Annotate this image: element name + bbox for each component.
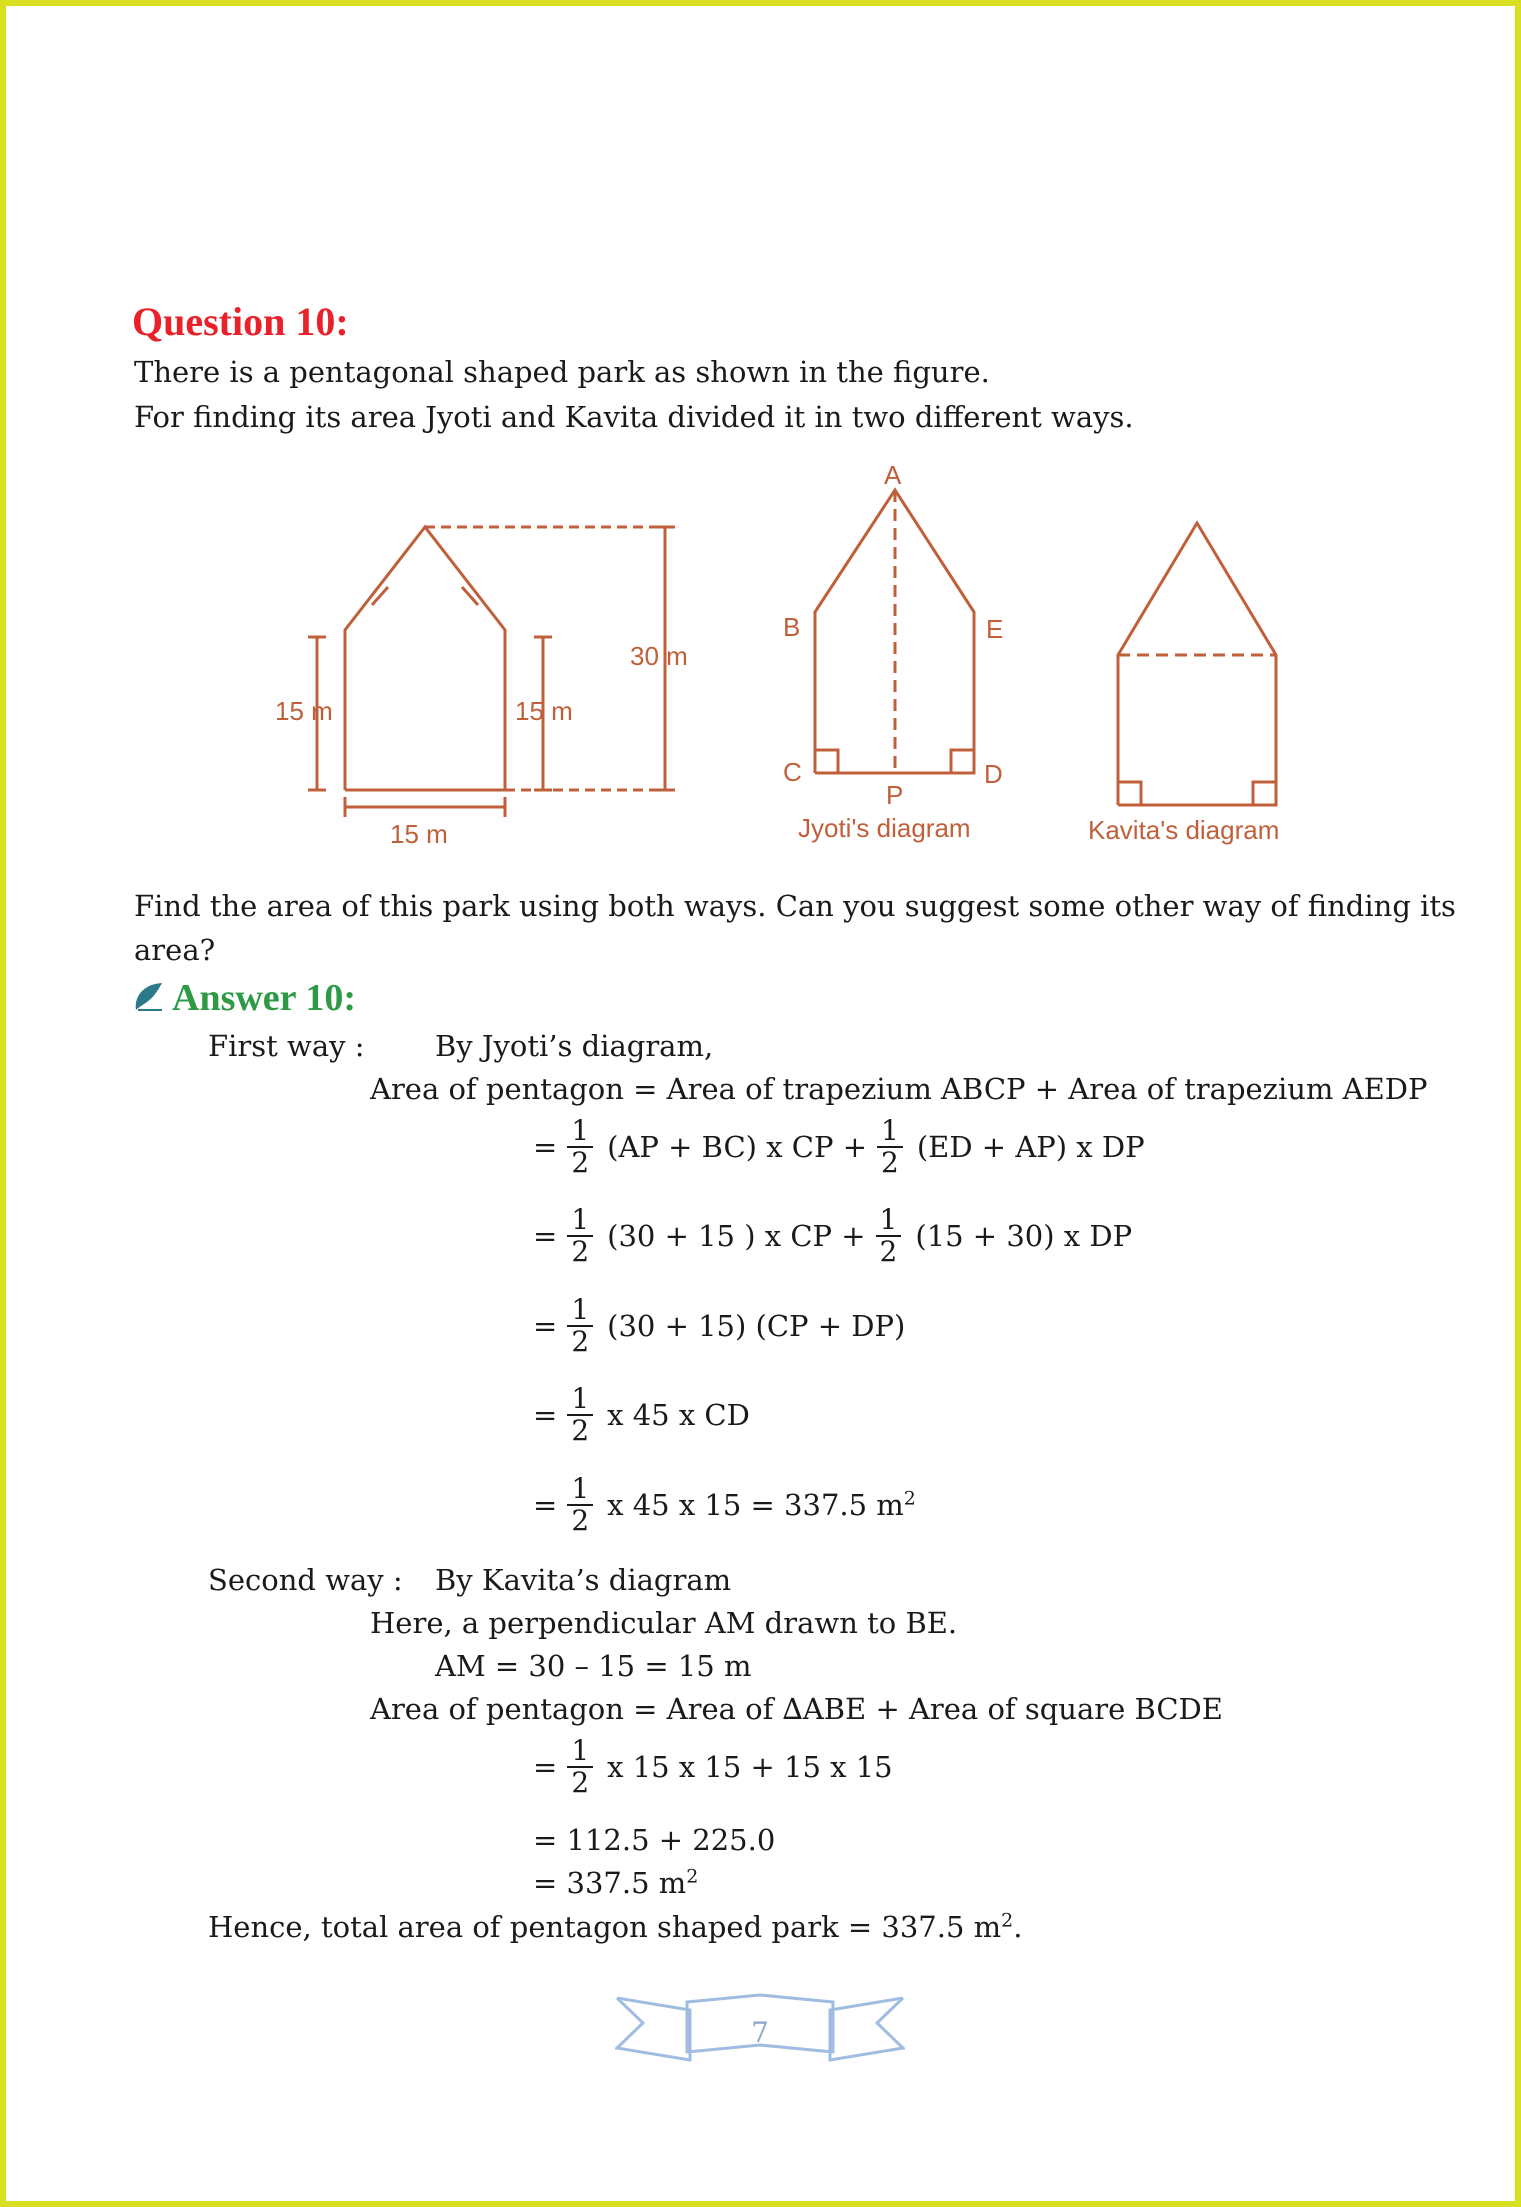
equals-sign: =: [533, 1488, 558, 1522]
perpendicular-line: Here, a perpendicular AM drawn to BE.: [370, 1606, 958, 1640]
fraction-half: $\frac{1}{2}$: [567, 1384, 593, 1446]
point-b-label: B: [783, 612, 801, 642]
second-way-label: Second way :: [208, 1563, 403, 1597]
answer-heading: Answer 10:: [172, 977, 357, 1019]
point-c-label: C: [783, 757, 802, 787]
label-15m-left: 15 m: [275, 696, 333, 726]
fraction-half: $\frac{1}{2}$: [567, 1295, 593, 1357]
step-4: [533, 1384, 750, 1446]
step-5-text: x 45 x 15 = 337.5 $m^2$: [607, 1487, 916, 1522]
kavita-pentagon: [1118, 523, 1276, 805]
pentagon-shape: [345, 527, 505, 790]
first-way-text: By Jyoti’s diagram,: [435, 1029, 714, 1063]
fraction-half: $\frac{1}{2}$: [567, 1205, 593, 1267]
jyoti-caption: Jyoti's diagram: [798, 813, 971, 843]
step-2-part-b: (15 + 30) x DP: [915, 1219, 1133, 1253]
fraction-half: $\frac{1}{2}$: [876, 1205, 902, 1267]
step-3-text: (30 + 15) (CP + DP): [607, 1309, 906, 1343]
fraction-half: $\frac{1}{2}$: [567, 1474, 593, 1536]
tick-mark-left: [372, 587, 388, 605]
equals-sign: =: [533, 1398, 558, 1432]
step-1: [533, 1116, 1145, 1178]
step-3: [533, 1295, 905, 1357]
point-d-label: D: [984, 759, 1003, 789]
step-7: = 112.5 + 225.0: [533, 1823, 776, 1857]
step-8: = 337.5 $m^2$: [533, 1865, 699, 1900]
kavita-caption: Kavita's diagram: [1088, 815, 1280, 845]
step-2: [533, 1205, 1132, 1267]
label-15m-right: 15 m: [515, 696, 573, 726]
point-a-label: A: [884, 460, 902, 490]
leaf-logo-icon: [132, 980, 170, 1014]
right-angle-kd: [1253, 782, 1276, 805]
equals-sign: =: [533, 1130, 558, 1164]
tick-mark-right: [462, 587, 478, 605]
area-equation-1: Area of pentagon = Area of trapezium ABCP + Area of trapezium AEDP: [370, 1072, 1428, 1106]
label-30m: 30 m: [630, 641, 688, 671]
point-e-label: E: [986, 614, 1004, 644]
area-equation-2: Area of pentagon = Area of ∆ABE + Area of square BCDE: [370, 1692, 1223, 1726]
am-line: AM = 30 – 15 = 15 m: [435, 1649, 752, 1683]
point-p-label: P: [886, 780, 904, 810]
second-way-text: By Kavita’s diagram: [435, 1563, 732, 1597]
fraction-half: $\frac{1}{2}$: [567, 1736, 593, 1798]
fraction-half: $\frac{1}{2}$: [877, 1116, 903, 1178]
conclusion-line: Hence, total area of pentagon shaped park = 337.5 $m^2$.: [208, 1909, 1023, 1944]
question-line-2: For finding its area Jyoti and Kavita divided it in two different ways.: [134, 400, 1134, 434]
step-2-part-a: (30 + 15 ) x CP +: [607, 1219, 866, 1253]
page-number: 7: [751, 2016, 769, 2049]
step-5: [533, 1474, 916, 1536]
question-heading: Question 10:: [132, 299, 349, 344]
fraction-half: $\frac{1}{2}$: [567, 1116, 593, 1178]
prompt-line-1: Find the area of this park using both ways. Can you suggest some other way of finding its: [134, 889, 1456, 923]
step-4-text: x 45 x CD: [607, 1398, 750, 1432]
step-1-part-a: (AP + BC) x CP +: [607, 1130, 868, 1164]
prompt-line-2: area?: [134, 933, 216, 967]
right-angle-c: [815, 750, 838, 773]
first-way-label: First way :: [208, 1029, 365, 1063]
pentagon-park-figure: [260, 455, 1340, 855]
right-angle-kc: [1118, 782, 1141, 805]
step-1-part-b: (ED + AP) x DP: [916, 1130, 1145, 1164]
question-line-1: There is a pentagonal shaped park as shown in the figure.: [134, 355, 990, 389]
step-6-text: x 15 x 15 + 15 x 15: [607, 1750, 893, 1784]
equals-sign: =: [533, 1309, 558, 1343]
label-15m-bottom: 15 m: [390, 819, 448, 849]
right-angle-d: [951, 750, 974, 773]
equals-sign: =: [533, 1750, 558, 1784]
equals-sign: =: [533, 1219, 558, 1253]
step-6: [533, 1736, 893, 1798]
